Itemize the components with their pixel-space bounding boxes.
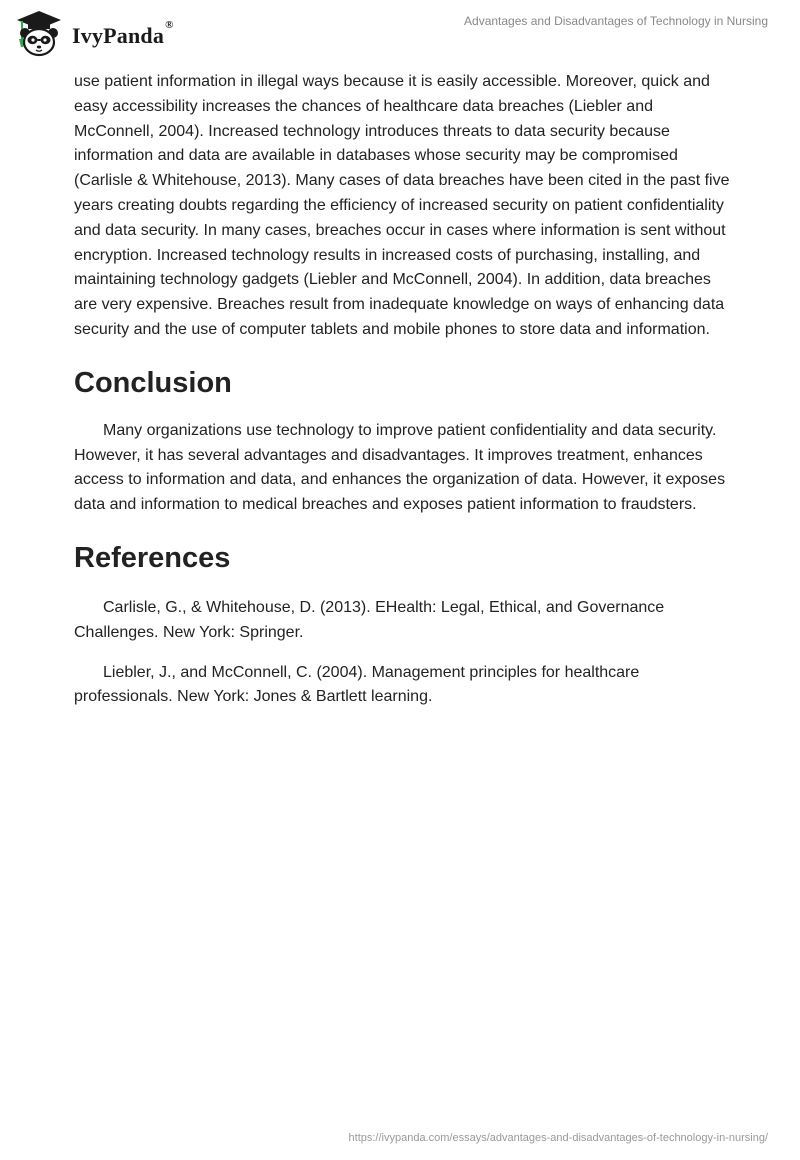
conclusion-heading: Conclusion [74,366,232,399]
brand-name: IvyPanda® [72,19,174,48]
conclusion-paragraph: Many organizations use technology to improve patient confidentiality and data security. However, it has several advantages and disadvantages. It improves treatment, enhances access to information and data, and enhances the organization of data. However, it exposes data and information to medical breaches and exposes patient information to fraudsters. [74,421,726,514]
panda-graduate-icon [14,9,64,59]
source-url[interactable]: https://ivypanda.com/essays/advantages-and-disadvantages-of-technology-in-nursing/ [348,1132,768,1144]
references-heading: References [74,541,231,574]
page-header [0,0,800,70]
body-paragraph: use patient information in illegal ways because it is easily accessible. Moreover, quick and easy accessibility increases the chances of healthcare data breaches (Liebler and McConnell, 2004). Increased technology introduces threats to data security because information and data are available in databases whose security may be compromised (Carlisle & Whitehouse, 2013). Many cases of data breaches have been cited in the past five years creating doubts regarding the efficiency of increased security on patient confidentiality and data security. In many cases, breaches occur in cases where information is sent without encryption. Increased technology results in increased costs of purchasing, installing, and maintaining technology gadgets (Liebler and McConnell, 2004). In addition, data breaches are very expensive. Breaches result from inadequate knowledge on ways of enhancing data security and the use of computer tablets and mobile phones to store data and information. [74,73,730,338]
reference-entry: Liebler, J., and McConnell, C. (2004). Management principles for healthcare professionals. New York: Jones & Bartlett learning. [74,663,640,706]
essay-content [74,70,734,710]
reference-entry: Carlisle, G., & Whitehouse, D. (2013). EHealth: Legal, Ethical, and Governance Challenges. New York: Springer. [74,598,665,641]
brand-registered-mark: ® [165,19,174,31]
brand-logo[interactable] [14,8,174,60]
document-title: Advantages and Disadvantages of Technology in Nursing [464,14,768,28]
